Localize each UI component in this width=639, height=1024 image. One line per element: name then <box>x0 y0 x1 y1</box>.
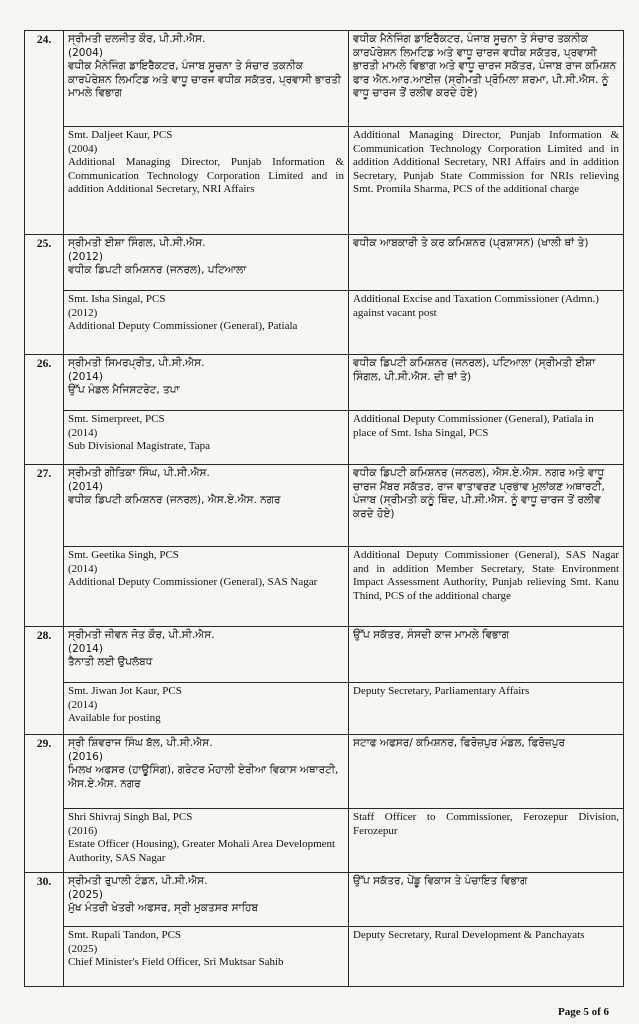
officer-name: Smt. Rupali Tandon, PCS <box>68 929 182 941</box>
officer-name: Smt. Daljeet Kaur, PCS <box>68 129 173 141</box>
officer-name: ਸ੍ਰੀਮਤੀ ਜੀਵਨ ਜੋਤ ਕੌਰ, ਪੀ.ਸੀ.ਐਸ. <box>68 629 215 641</box>
current-posting: Sub Divisional Magistrate, Tapa <box>68 440 211 452</box>
officer-batch: (2016) <box>68 750 103 763</box>
officer-batch: (2025) <box>68 942 98 955</box>
current-posting: ਤੈਨਾਤੀ ਲਈ ਉਪਲੱਬਧ <box>68 656 153 668</box>
current-posting: ਵਧੀਕ ਡਿਪਟੀ ਕਮਿਸ਼ਨਰ (ਜਨਰਲ), ਪਟਿਆਲਾ <box>68 264 247 276</box>
officer-batch: (2016) <box>68 824 98 837</box>
officer-name: ਸ੍ਰੀਮਤੀ ਸਿਮਰਪ੍ਰੀਤ, ਪੀ.ਸੀ.ਐਸ. <box>68 357 205 369</box>
new-posting-english: Additional Deputy Commissioner (General), SAS Nagar and in addition Member Secretary, State Environment Impact Assessment Authority, Punjab relieving Smt. Kanu Thind, PCS of the additional charge <box>349 547 624 627</box>
officer-current-punjabi <box>64 355 349 411</box>
current-posting: Chief Minister's Field Officer, Sri Muktsar Sahib <box>68 956 284 968</box>
new-posting-english: Deputy Secretary, Parliamentary Affairs <box>349 683 624 735</box>
table-row-english <box>25 127 624 235</box>
officer-current-english <box>64 927 349 987</box>
table-row-punjabi <box>25 465 624 547</box>
new-posting-english: Additional Deputy Commissioner (General), Patiala in place of Smt. Isha Singal, PCS <box>349 411 624 465</box>
officer-batch: (2004) <box>68 46 103 59</box>
new-posting-punjabi: ਵਧੀਕ ਡਿਪਟੀ ਕਮਿਸ਼ਨਰ (ਜਨਰਲ), ਐਸ.ਏ.ਐਸ. ਨਗਰ ਅਤੇ ਵਾਧੂ ਚਾਰਜ ਮੈਂਬਰ ਸਕੱਤਰ, ਰਾਜ ਵਾਤਾਵਰਣ ਪ੍ਰਭਾਵ ਮੁਲਾਂਕਣ ਅਥਾਰਟੀ, ਪੰਜਾਬ (ਸ੍ਰੀਮਤੀ ਕਨੂੰ ਥਿੰਦ, ਪੀ.ਸੀ.ਐਸ. ਨੂੰ ਵਾਧੂ ਚਾਰਜ ਤੋਂ ਰਲੀਵ ਕਰਦੇ ਹੋਏ) <box>349 465 624 547</box>
officer-current-punjabi <box>64 873 349 927</box>
current-posting: Available for posting <box>68 712 161 724</box>
table-row-punjabi <box>25 355 624 411</box>
officer-batch: (2004) <box>68 142 98 155</box>
officer-current-english <box>64 411 349 465</box>
serial-number: 29. <box>25 735 64 873</box>
serial-number: 30. <box>25 873 64 987</box>
table-row-punjabi <box>25 235 624 291</box>
officer-current-punjabi <box>64 627 349 683</box>
new-posting-punjabi: ਉੱਪ ਸਕੱਤਰ, ਸੰਸਦੀ ਕਾਜ ਮਾਮਲੇ ਵਿਭਾਗ <box>349 627 624 683</box>
posting-orders-table <box>24 30 624 987</box>
officer-batch: (2025) <box>68 888 103 901</box>
current-posting: Additional Deputy Commissioner (General), Patiala <box>68 320 298 332</box>
new-posting-punjabi: ਵਧੀਕ ਡਿਪਟੀ ਕਮਿਸ਼ਨਰ (ਜਨਰਲ), ਪਟਿਆਲਾ (ਸ੍ਰੀਮਤੀ ਈਸ਼ਾ ਸਿੰਗਲ, ਪੀ.ਸੀ.ਐਸ. ਦੀ ਥਾਂ ਤੇ) <box>349 355 624 411</box>
officer-name: Shri Shivraj Singh Bal, PCS <box>68 811 193 823</box>
officer-batch: (2014) <box>68 426 98 439</box>
current-posting: Additional Deputy Commissioner (General), SAS Nagar <box>68 576 318 588</box>
table-row-english <box>25 411 624 465</box>
table-row-punjabi <box>25 735 624 809</box>
serial-number: 27. <box>25 465 64 627</box>
officer-name: ਸ੍ਰੀਮਤੀ ਈਸ਼ਾ ਸਿੰਗਲ, ਪੀ.ਸੀ.ਐਸ. <box>68 237 206 249</box>
officer-batch: (2014) <box>68 480 103 493</box>
officer-batch: (2014) <box>68 642 103 655</box>
officer-batch: (2014) <box>68 370 103 383</box>
serial-number: 26. <box>25 355 64 465</box>
officer-current-punjabi <box>64 735 349 809</box>
officer-name: ਸ੍ਰੀਮਤੀ ਦਲਜੀਤ ਕੌਰ, ਪੀ.ਸੀ.ਐਸ. <box>68 33 206 45</box>
officer-current-english <box>64 683 349 735</box>
new-posting-punjabi: ਉੱਪ ਸਕੱਤਰ, ਪੇਂਡੂ ਵਿਕਾਸ ਤੇ ਪੰਚਾਇਤ ਵਿਭਾਗ <box>349 873 624 927</box>
table-row-english <box>25 927 624 987</box>
table-row-english <box>25 809 624 873</box>
table-row-punjabi <box>25 627 624 683</box>
table-row-english <box>25 547 624 627</box>
officer-batch: (2012) <box>68 306 98 319</box>
officer-name: Smt. Jiwan Jot Kaur, PCS <box>68 685 182 697</box>
current-posting: ਉੱਪ ਮੰਡਲ ਮੈਜਿਸਟਰੇਟ, ਤਪਾ <box>68 384 180 396</box>
current-posting: ਮੁੱਖ ਮੰਤਰੀ ਖੇਤਰੀ ਅਫਸਰ, ਸ੍ਰੀ ਮੁਕਤਸਰ ਸਾਹਿਬ <box>68 902 258 914</box>
officer-batch: (2014) <box>68 562 98 575</box>
current-posting: ਵਧੀਕ ਡਿਪਟੀ ਕਮਿਸ਼ਨਰ (ਜਨਰਲ), ਐਸ.ਏ.ਐਸ. ਨਗਰ <box>68 494 281 506</box>
new-posting-english: Additional Managing Director, Punjab Information & Communication Technology Corporation Limited and in addition Additional Secretary, NRI Affairs and in addition Secretary, Punjab State Commission for NRIs relieving Smt. Promila Sharma, PCS of the additional charge <box>349 127 624 235</box>
officer-name: Smt. Isha Singal, PCS <box>68 293 166 305</box>
table-row-english <box>25 291 624 355</box>
officer-current-punjabi <box>64 31 349 127</box>
officer-name: Smt. Geetika Singh, PCS <box>68 549 179 561</box>
serial-number: 24. <box>25 31 64 235</box>
officer-current-punjabi <box>64 465 349 547</box>
page-number: Page 5 of 6 <box>557 1006 609 1018</box>
posting-orders-table-container <box>24 30 624 987</box>
officer-name: ਸ੍ਰੀਮਤੀ ਗੀਤਿਕਾ ਸਿੰਘ, ਪੀ.ਸੀ.ਐਸ. <box>68 467 210 479</box>
table-row-punjabi <box>25 873 624 927</box>
current-posting: ਵਧੀਕ ਮੈਨੇਜਿੰਗ ਡਾਇਰੈਕਟਰ, ਪੰਜਾਬ ਸੂਚਨਾ ਤੇ ਸੰਚਾਰ ਤਕਨੀਕ ਕਾਰਪੋਰੇਸ਼ਨ ਲਿਮਟਿਡ ਅਤੇ ਵਾਧੂ ਚਾਰਜ ਵਧੀਕ ਸਕੱਤਰ, ਪ੍ਰਵਾਸੀ ਭਾਰਤੀ ਮਾਮਲੇ ਵਿਭਾਗ <box>68 60 341 99</box>
serial-number: 28. <box>25 627 64 735</box>
officer-name: ਸ੍ਰੀਮਤੀ ਰੁਪਾਲੀ ਟੰਡਨ, ਪੀ.ਸੀ.ਐਸ. <box>68 875 208 887</box>
new-posting-punjabi: ਵਧੀਕ ਆਬਕਾਰੀ ਤੇ ਕਰ ਕਮਿਸ਼ਨਰ (ਪ੍ਰਸ਼ਾਸਨ) (ਖਾਲੀ ਥਾਂ ਤੇ) <box>349 235 624 291</box>
current-posting: ਮਿਲਖ ਅਫਸਰ (ਹਾਊਸਿੰਗ), ਗਰੇਟਰ ਮੋਹਾਲੀ ਏਰੀਆ ਵਿਕਾਸ ਅਥਾਰਟੀ, ਐਸ.ਏ.ਐਸ. ਨਗਰ <box>68 764 339 790</box>
officer-name: Smt. Simerpreet, PCS <box>68 413 165 425</box>
officer-current-english <box>64 547 349 627</box>
table-row-punjabi <box>25 31 624 127</box>
new-posting-punjabi: ਵਧੀਕ ਮੈਨੇਜਿੰਗ ਡਾਇਰੈਕਟਰ, ਪੰਜਾਬ ਸੂਚਨਾ ਤੇ ਸੰਚਾਰ ਤਕਨੀਕ ਕਾਰਪੋਰੇਸ਼ਨ ਲਿਮਟਿਡ ਅਤੇ ਵਾਧੂ ਚਾਰਜ ਵਧੀਕ ਸਕੱਤਰ, ਪ੍ਰਵਾਸੀ ਭਾਰਤੀ ਮਾਮਲੇ ਵਿਭਾਗ ਅਤੇ ਵਾਧੂ ਚਾਰਜ ਸਕੱਤਰ, ਪੰਜਾਬ ਰਾਜ ਕਮਿਸ਼ਨ ਫਾਰ ਐਨ.ਆਰ.ਆਈਜ਼ (ਸ੍ਰੀਮਤੀ ਪ੍ਰੋਮਿਲਾ ਸ਼ਰਮਾ, ਪੀ.ਸੀ.ਐਸ. ਨੂੰ ਵਾਧੂ ਚਾਰਜ ਤੋਂ ਰਲੀਵ ਕਰਦੇ ਹੋਏ) <box>349 31 624 127</box>
officer-name: ਸ੍ਰੀ ਸ਼ਿਵਰਾਜ ਸਿੰਘ ਬੱਲ, ਪੀ.ਸੀ.ਐਸ. <box>68 737 213 749</box>
new-posting-english: Deputy Secretary, Rural Development & Panchayats <box>349 927 624 987</box>
current-posting: Estate Officer (Housing), Greater Mohali Area Development Authority, SAS Nagar <box>68 838 336 864</box>
table-row-english <box>25 683 624 735</box>
new-posting-english: Additional Excise and Taxation Commissioner (Admn.) against vacant post <box>349 291 624 355</box>
new-posting-punjabi: ਸਟਾਫ ਅਫਸਰ/ ਕਮਿਸ਼ਨਰ, ਫਿਰੋਜ਼ਪੁਰ ਮੰਡਲ, ਫਿਰੋਜ਼ਪੁਰ <box>349 735 624 809</box>
officer-current-english <box>64 809 349 873</box>
serial-number: 25. <box>25 235 64 355</box>
officer-current-english <box>64 291 349 355</box>
officer-current-english <box>64 127 349 235</box>
officer-batch: (2012) <box>68 250 103 263</box>
new-posting-english: Staff Officer to Commissioner, Ferozepur Division, Ferozepur <box>349 809 624 873</box>
officer-batch: (2014) <box>68 698 98 711</box>
current-posting: Additional Managing Director, Punjab Information & Communication Technology Corporation Limited and in addition Additional Secretary, NRI Affairs <box>68 156 344 195</box>
officer-current-punjabi <box>64 235 349 291</box>
